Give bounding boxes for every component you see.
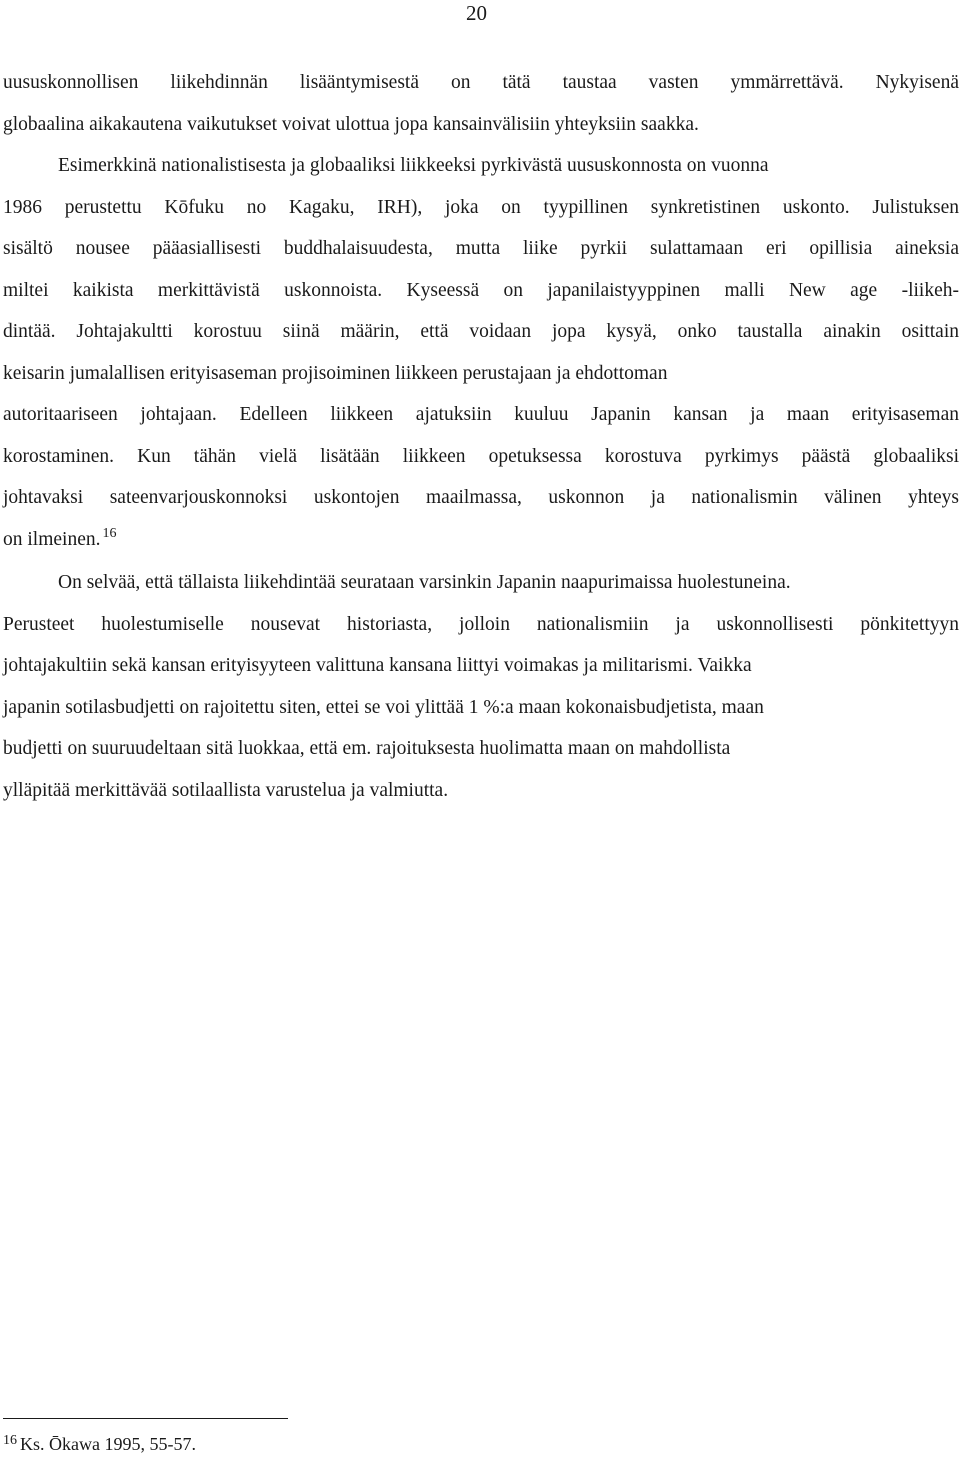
text-line-content: on ilmeinen. — [3, 528, 101, 550]
text-line: sisältö nousee pääasiallisesti buddhalaisuudesta, mutta liike pyrkii sulattamaan eri opillisia aineksia — [3, 238, 959, 259]
text-line: ylläpitää merkittävää sotilaallista varustelua ja valmiutta. — [3, 779, 449, 801]
text-line: uususkonnollisen liikehdinnän lisääntymisestä on tätä taustaa vasten ymmärrettävä. Nykyisenä — [3, 72, 959, 93]
footnote — [3, 1432, 196, 1459]
text-line: Esimerkkinä nationalistisesta ja globaaliksi liikkeeksi pyrkivästä uususkonnosta on vuonna — [58, 155, 769, 176]
text-line: globaalina aikakautena vaikutukset voivat ulottua jopa kansainvälisiin yhteyksiin saakka. — [3, 113, 699, 135]
text-line: Perusteet huolestumiselle nousevat historiasta, jolloin nationalismiin ja uskonnollisesti pönkitettyyn — [3, 613, 959, 635]
footnote-reference[interactable]: 16 — [102, 525, 117, 541]
text-line: dintää. Johtajakultti korostuu siinä määrin, että voidaan jopa kysyä, onko taustalla ainakin osittain — [3, 321, 959, 342]
body-text — [3, 62, 959, 811]
text-line-last — [3, 519, 959, 563]
text-line: miltei kaikista merkittävistä uskonnoista. Kyseessä on japanilaistyyppinen malli New age -liikeh- — [3, 279, 959, 301]
text-line: 1986 perustettu Kōfuku no Kagaku, IRH), joka on tyypillinen synkretistinen uskonto. Julistuksen — [3, 196, 959, 218]
footnote-number: 16 — [3, 1433, 17, 1448]
text-line: budjetti on suuruudeltaan sitä luokkaa, että em. rajoituksesta huolimatta maan on mahdollista — [3, 738, 731, 759]
footnote-text: Ks. Ōkawa 1995, 55-57. — [20, 1434, 196, 1454]
text-line: On selvää, että tällaista liikehdintää seurataan varsinkin Japanin naapurimaissa huolestuneina. — [58, 572, 791, 593]
paragraph-1 — [3, 62, 959, 562]
paragraph-2 — [3, 562, 959, 811]
footnote-divider — [3, 1418, 288, 1419]
text-line: korostaminen. Kun tähän vielä lisätään liikkeen opetuksessa korostuva pyrkimys päästä globaaliksi — [3, 445, 959, 467]
text-line: japanin sotilasbudjetti on rajoitettu siten, ettei se voi ylittää 1 %:a maan kokonaisbudjetista, maan — [3, 696, 764, 718]
text-line: autoritaariseen johtajaan. Edelleen liikkeen ajatuksiin kuuluu Japanin kansan ja maan erityisaseman — [3, 404, 959, 425]
text-line: johtajakultiin sekä kansan erityisyyteen valittuna kansana liittyi voimakas ja militarismi. Vaikka — [3, 655, 752, 676]
page-number: 20 — [466, 1, 487, 25]
text-line: keisarin jumalallisen erityisaseman projisoiminen liikkeen perustajaan ja ehdottoman — [3, 362, 668, 384]
text-line: johtavaksi sateenvarjouskonnoksi uskontojen maailmassa, uskonnon ja nationalismin välinen yhteys — [3, 487, 959, 508]
